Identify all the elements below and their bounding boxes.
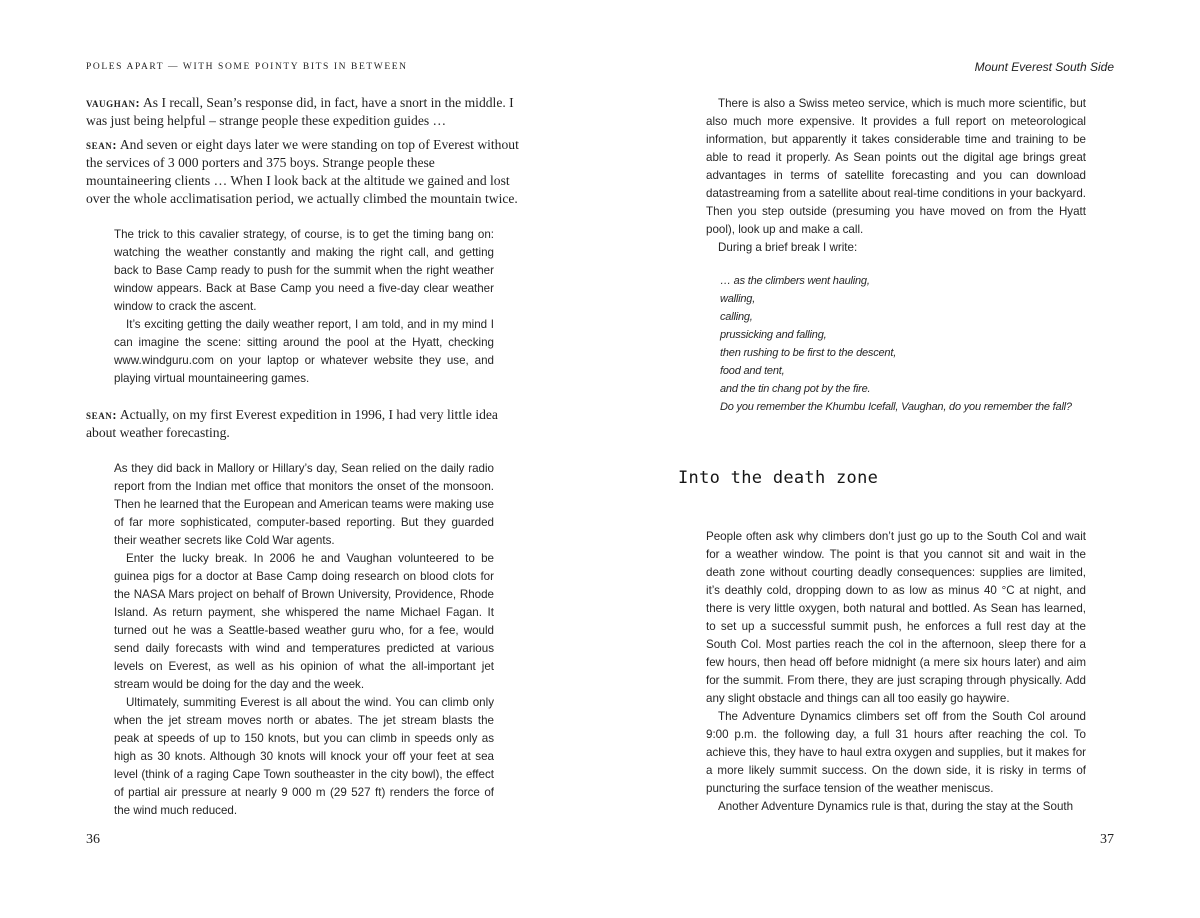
dialogue-sean-1 [86, 136, 522, 208]
narrative-block-4 [706, 528, 1086, 816]
paragraph: There is also a Swiss meteo service, which is much more scientific, but also much more expensive. It provides a full report on meteorological information, but apparently it takes considerable time and training to be able to read it properly. As Sean points out the digital age brings great advantages in terms of satellite forecasting and you can download datastreaming from a satellite about real-time conditions in your backyard. Then you step outside (presuming you have moved on from the Hyatt pool), look up and make a call. [706, 97, 1086, 236]
dialogue-text: As I recall, Sean’s response did, in fact, have a snort in the middle. I was just being helpful – strange people these expedition guides … [86, 95, 514, 128]
page-number-left: 36 [86, 832, 100, 847]
poem-line: calling, [720, 311, 753, 323]
poem-line: and the tin chang pot by the fire. [720, 383, 871, 395]
speaker-label: vaughan: [86, 96, 141, 110]
paragraph: The trick to this cavalier strategy, of course, is to get the timing bang on: watching the weather constantly and making the right call, and getting back to Base Camp ready to push for the summit when the right weather window appears. Back at Base Camp you need a five-day clear weather window to crack the ascent. [114, 228, 494, 313]
paragraph: Another Adventure Dynamics rule is that, during the stay at the South [718, 800, 1074, 813]
paragraph: Ultimately, summiting Everest is all about the wind. You can climb only when the jet stream moves north or abates. The jet stream blasts the peak at speeds of up to 150 knots, but you can climb in speeds only as high as 30 knots. Although 30 knots will knock your off your feet at sea level (think of a raging Cape Town southeaster in the city bowl), the effect of partial air pressure at nearly 9 000 m (29 527 ft) renders the force of the wind much reduced. [114, 696, 494, 817]
poem-line: … as the climbers went hauling, [720, 275, 870, 287]
dialogue-vaughan [86, 94, 522, 130]
section-heading: Into the death zone [678, 468, 879, 488]
dialogue-text: And seven or eight days later we were standing on top of Everest without the services of 3 000 porters and 375 boys. Strange people these mountaineering clients … When I look back at the altitude we gained and lost over the whole acclimatisation period, we actually climbed the mountain twice. [86, 137, 519, 206]
right-page [600, 0, 1200, 918]
dialogue-sean-2 [86, 406, 498, 442]
paragraph: Enter the lucky break. In 2006 he and Vaughan volunteered to be guinea pigs for a doctor at Base Camp doing research on blood clots for the NASA Mars project on behalf of Brown University, Providence, Rhode Island. As return payment, she whispered the name Michael Fagan. It turned out he was a Seattle-based weather guru who, for a fee, would send daily forecasts with wind and temperatures predicted at various levels on Everest, as well as his opinion of what the all-important jet stream would be doing for the day and the week. [114, 552, 494, 691]
speaker-label: sean: [86, 138, 118, 152]
paragraph: People often ask why climbers don’t just go up to the South Col and wait for a weather window. The point is that you cannot sit and wait in the death zone without courting deadly consequences: supplies are limited, it’s deathly cold, dropping down to as low as minus 40 °C at night, and there is very little oxygen, both natural and bottled. As Sean has learned, to set up a successful summit push, he enforces a full rest day at the South Col. Most parties reach the col in the afternoon, sleep there for a few hours, then head off before midnight (a mere six hours later) and aim for the summit. From there, they are just scraping through physically. Add any slight obstacle and things can all too easily go haywire. [706, 530, 1086, 705]
page-number-right: 37 [1100, 832, 1114, 847]
paragraph: As they did back in Mallory or Hillary’s day, Sean relied on the daily radio report from the Indian met office that monitors the onset of the monsoon. Then he learned that the European and American teams were making use of far more sophisticated, computer-based reporting. But they guarded their weather secrets like Cold War agents. [114, 462, 494, 547]
paragraph: It’s exciting getting the daily weather report, I am told, and in my mind I can imagine the scene: sitting around the pool at the Hyatt, checking www.windguru.com on your laptop or whatever website they use, and playing virtual mountaineering games. [114, 318, 494, 385]
narrative-block-1 [114, 226, 494, 388]
paragraph: The Adventure Dynamics climbers set off from the South Col around 9:00 p.m. the following day, a full 31 hours after reaching the col. To achieve this, they have to haul extra oxygen and supplies, but it makes for a more likely summit success. On the down side, it is risky in terms of puncturing the surface tension of the weather meniscus. [706, 710, 1086, 795]
poem [720, 272, 1100, 416]
narrative-block-2 [114, 460, 494, 820]
narrative-block-3 [706, 95, 1086, 257]
speaker-label: sean: [86, 408, 118, 422]
poem-line: walling, [720, 293, 756, 305]
poem-line: then rushing to be first to the descent, [720, 347, 897, 359]
running-head-right: Mount Everest South Side [974, 60, 1114, 74]
poem-line: prussicking and falling, [720, 329, 827, 341]
paragraph: During a brief break I write: [718, 241, 858, 254]
poem-line: Do you remember the Khumbu Icefall, Vaughan, do you remember the fall? [720, 401, 1072, 413]
dialogue-text: Actually, on my first Everest expedition in 1996, I had very little idea about weather forecasting. [86, 407, 498, 440]
poem-line: food and tent, [720, 365, 785, 377]
running-head-left: POLES APART — WITH SOME POINTY BITS IN BETWEEN [86, 62, 408, 72]
